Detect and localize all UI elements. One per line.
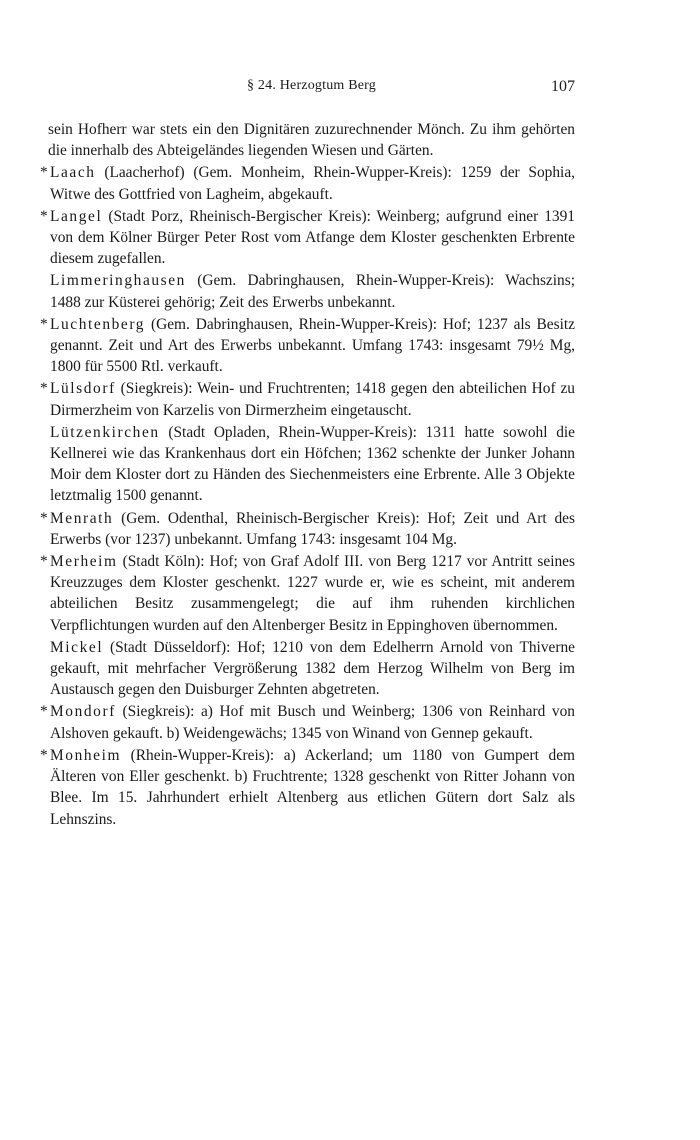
entry-text: (Stadt Porz, Rheinisch-Bergischer Kreis): Weinberg; aufgrund einer 1391 von dem Kölner Bürger Peter Rost vom Atfange dem Kloster geschenkten Erbrente diesem zugefallen.	[50, 207, 575, 268]
place-name: Lülsdorf	[50, 380, 116, 398]
entry-merheim: * Merheim (Stadt Köln): Hof; von Graf Adolf III. von Berg 1217 vor Antritt seines Kreuzzuges dem Kloster geschenkt. 1227 wurde er, wie es scheint, mit anderem abteilichen Besitz zusammengelegt; die auf ihm ruhenden kirchlichen Verpflichtungen wurden auf den Altenberger Besitz in Eppinghoven übernommen.	[40, 553, 575, 634]
place-name: Laach	[50, 164, 96, 182]
entry-luelsdorf: * Lülsdorf (Siegkreis): Wein- und Fruchtrenten; 1418 gegen den abteilichen Hof zu Dirmerzheim von Karzelis von Dirmerzheim eingetauscht.	[40, 380, 575, 419]
entry-text: (Stadt Köln): Hof; von Graf Adolf III. von Berg 1217 vor Antritt seines Kreuzzuges dem Kloster geschenkt. 1227 wurde er, wie es scheint, mit anderem abteilichen Besitz zusammengelegt; die auf ihm ruhenden kirchlichen Verpflichtungen wurden auf den Altenberger Besitz in Eppinghoven übernommen.	[50, 553, 575, 634]
place-name: Mickel	[50, 638, 104, 656]
entry-text: (Siegkreis): Wein- und Fruchtrenten; 1418 gegen den abteilichen Hof zu Dirmerzheim von Karzelis von Dirmerzheim eingetauscht.	[50, 380, 575, 419]
entry-menrath: * Menrath (Gem. Odenthal, Rheinisch-Bergischer Kreis): Hof; Zeit und Art des Erwerbs (vor 1237) unbekannt. Umfang 1743: insgesamt 104 Mg.	[40, 509, 575, 548]
place-name: Limmeringhausen	[50, 272, 186, 290]
entry-text: (Gem. Dabringhausen, Rhein-Wupper-Kreis): Hof; 1237 als Besitz genannt. Zeit und Art des Erwerbs unbekannt. Umfang 1743: insgesamt 79½ Mg, 1800 für 5500 Rtl. verkauft.	[50, 315, 575, 376]
entry-limmeringhausen	[48, 270, 575, 312]
entry-continuation	[48, 119, 575, 161]
entry-text: (Gem. Odenthal, Rheinisch-Bergischer Kreis): Hof; Zeit und Art des Erwerbs (vor 1237) unbekannt. Umfang 1743: insgesamt 104 Mg.	[50, 509, 575, 548]
running-title: § 24. Herzogtum Berg	[247, 78, 376, 93]
entry-laach: * Laach (Laacherhof) (Gem. Monheim, Rhein-Wupper-Kreis): 1259 der Sophia, Witwe des Gottfried von Lagheim, abgekauft.	[40, 164, 575, 203]
place-name: Menrath	[50, 509, 114, 527]
page-header	[48, 78, 575, 100]
entry-text: (Siegkreis): a) Hof mit Busch und Weinberg; 1306 von Reinhard von Alshoven gekauft. b) Weidengewächs; 1345 von Winand von Gennep gekauft.	[50, 703, 575, 742]
entry-monheim: * Monheim (Rhein-Wupper-Kreis): a) Ackerland; um 1180 von Gumpert dem Älteren von Eller geschenkt. b) Fruchtrente; 1328 geschenkt von Ritter Johann von Blee. Im 15. Jahrhundert erhielt Altenberg aus etlichen Gütern dort Salz als Lehnszins.	[40, 746, 575, 828]
place-name: Lützenkirchen	[50, 423, 160, 441]
place-name: Monheim	[50, 746, 122, 764]
entry-text: (Rhein-Wupper-Kreis): a) Ackerland; um 1180 von Gumpert dem Älteren von Eller geschenkt. b) Fruchtrente; 1328 geschenkt von Ritter Johann von Blee. Im 15. Jahrhundert erhielt Altenberg aus etlichen Gütern dort Salz als Lehnszins.	[50, 746, 575, 828]
place-name: Mondorf	[50, 703, 116, 721]
entry-mondorf: * Mondorf (Siegkreis): a) Hof mit Busch und Weinberg; 1306 von Reinhard von Alshoven gekauft. b) Weidengewächs; 1345 von Winand von Gennep gekauft.	[40, 703, 575, 742]
page-body	[40, 119, 575, 830]
entry-text: (Gem. Dabringhausen, Rhein-Wupper-Kreis): Wachszins; 1488 zur Küsterei gehörig; Zeit des Erwerbs unbekannt.	[50, 272, 575, 311]
entry-text: (Stadt Düsseldorf): Hof; 1210 von dem Edelherrn Arnold von Thiverne gekauft, mit mehrfacher Vergrößerung 1382 dem Herzog Wilhelm von Berg im Austausch gegen den Duisburger Zehnten abgetreten.	[50, 638, 575, 699]
entry-text: sein Hofherr war stets ein den Dignitären zuzurechnender Mönch. Zu ihm gehörten die innerhalb des Abteigeländes liegenden Wiesen und Gärten.	[48, 121, 575, 160]
place-name: Merheim	[50, 553, 118, 571]
entry-text: (Laacherhof) (Gem. Monheim, Rhein-Wupper-Kreis): 1259 der Sophia, Witwe des Gottfried von Lagheim, abgekauft.	[50, 164, 575, 203]
page-number: 107	[551, 78, 575, 95]
entry-mickel	[48, 637, 575, 701]
entry-text: (Stadt Opladen, Rhein-Wupper-Kreis): 1311 hatte sowohl die Kellnerei wie das Krankenhaus dort ein Höfchen; 1362 schenkte der Junker Johann Moir dem Kloster dort zu Händen des Siechenmeisters eine Erbrente. Alle 3 Objekte letztmalig 1500 genannt.	[50, 423, 575, 505]
place-name: Luchtenberg	[50, 315, 146, 333]
place-name: Langel	[50, 207, 103, 225]
entry-langel: * Langel (Stadt Porz, Rheinisch-Bergischer Kreis): Weinberg; aufgrund einer 1391 von dem Kölner Bürger Peter Rost vom Atfange dem Kloster geschenkten Erbrente diesem zugefallen.	[40, 207, 575, 268]
entry-luetzenkirchen	[48, 422, 575, 507]
entry-luchtenberg: * Luchtenberg (Gem. Dabringhausen, Rhein-Wupper-Kreis): Hof; 1237 als Besitz genannt. Zeit und Art des Erwerbs unbekannt. Umfang 1743: insgesamt 79½ Mg, 1800 für 5500 Rtl. verkauft.	[40, 315, 575, 376]
